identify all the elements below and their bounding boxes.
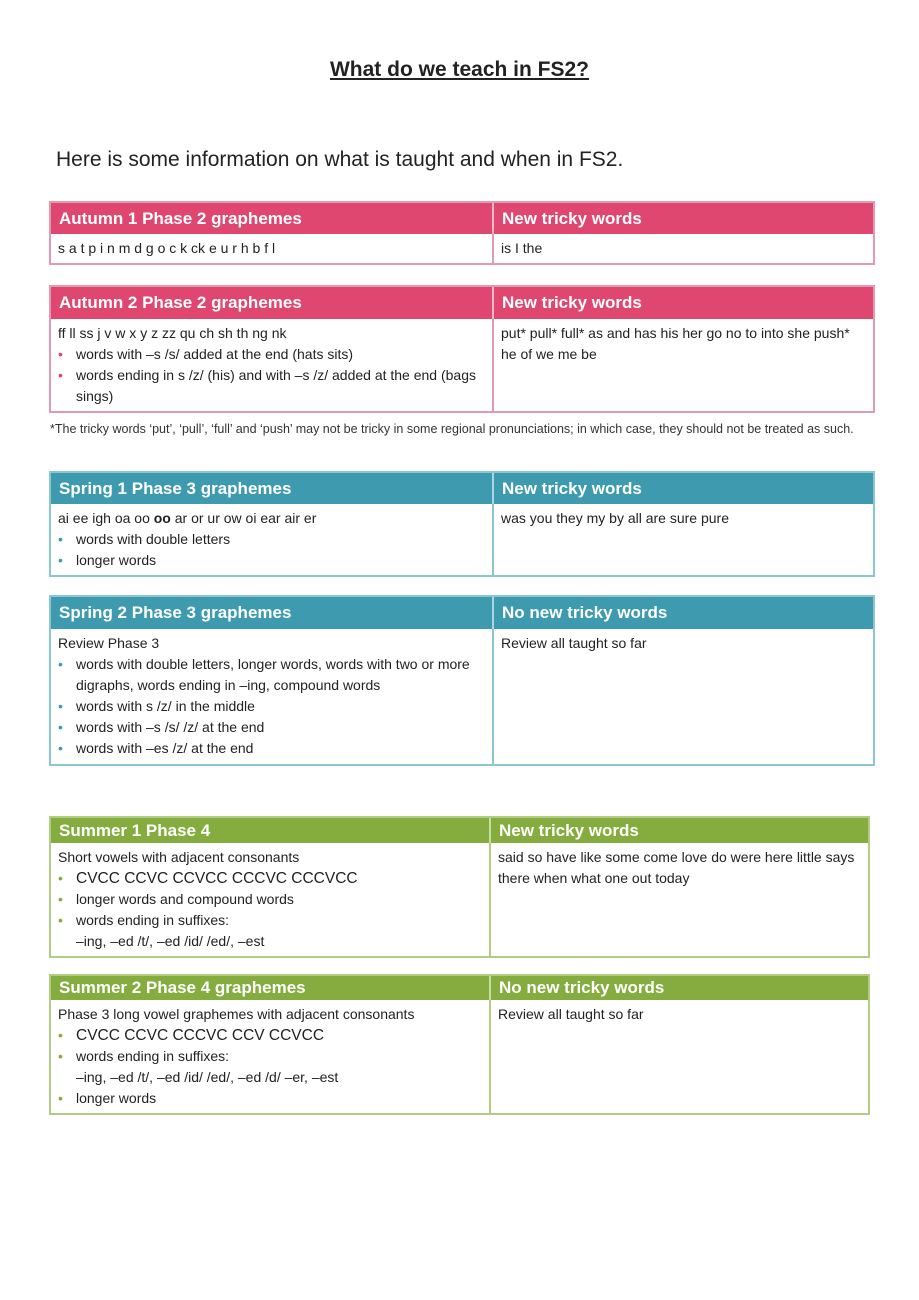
- bullet-icon: •: [58, 1048, 63, 1064]
- list-item: • words with –es /z/ at the end: [58, 738, 485, 759]
- summer2-col1-content: [51, 1000, 491, 1113]
- summer2-col2-title: No new tricky words: [499, 978, 665, 997]
- bullet-icon: •: [58, 346, 63, 362]
- spring1-col1-title: Spring 1 Phase 3 graphemes: [51, 473, 494, 504]
- spring2-col2-title: No new tricky words: [502, 603, 668, 622]
- autumn1-graphemes: s a t p i n m d g o c k ck e u r h b f l: [51, 234, 494, 263]
- autumn2-body: [51, 319, 873, 411]
- autumn2-col1-content: [51, 319, 494, 411]
- summer2-col1-title: Summer 2 Phase 4 graphemes: [51, 976, 491, 1000]
- autumn2-header: [51, 287, 873, 319]
- autumn2-col1-title: Autumn 2 Phase 2 graphemes: [51, 287, 494, 319]
- list-item: • words ending in suffixes:: [58, 910, 482, 931]
- autumn2-table: [49, 285, 875, 413]
- spring2-body: [51, 629, 873, 764]
- list-item: • words with s /z/ in the middle: [58, 696, 485, 717]
- autumn2-col2-title: New tricky words: [502, 293, 642, 312]
- spring1-body: [51, 504, 873, 575]
- bullet-icon: •: [58, 1090, 63, 1106]
- autumn1-tricky-words: is I the: [501, 240, 543, 256]
- bullet-icon: •: [58, 891, 63, 907]
- bullet-icon: •: [58, 552, 63, 568]
- spring1-col1-content: [51, 504, 494, 575]
- list-item: • words with –s /s/ added at the end (hats sits): [58, 344, 485, 365]
- autumn2-graphemes: ff ll ss j v w x y z zz qu ch sh th ng nk: [58, 325, 287, 341]
- intro-text: Here is some information on what is taught and when in FS2.: [56, 148, 624, 171]
- autumn1-col2-title: New tricky words: [502, 208, 642, 228]
- summer1-table: [49, 816, 870, 958]
- bullet-icon: •: [58, 870, 63, 886]
- bullet-icon: •: [58, 719, 63, 735]
- bullet-icon: •: [58, 698, 63, 714]
- spring2-col1-content: [51, 629, 494, 764]
- summer2-lead: Phase 3 long vowel graphemes with adjacent consonants: [58, 1006, 415, 1022]
- list-item: • words with double letters, longer words, words with two or more digraphs, words ending in –ing, compound words: [58, 654, 485, 696]
- spring2-tricky-words: Review all taught so far: [501, 635, 647, 651]
- list-item: • words ending in s /z/ (his) and with –s /z/ added at the end (bags sings): [58, 365, 485, 407]
- bullet-icon: •: [58, 656, 63, 672]
- summer2-tricky-words: Review all taught so far: [498, 1006, 644, 1022]
- summer1-tricky-words: said so have like some come love do were here little says there when what one out today: [498, 849, 855, 886]
- autumn1-table: [49, 201, 875, 265]
- summer1-body: [51, 843, 868, 956]
- summer1-suffix-line: –ing, –ed /t/, –ed /id/ /ed/, –est: [76, 933, 265, 949]
- summer2-table: [49, 974, 870, 1115]
- bullet-icon: •: [58, 912, 63, 928]
- list-item: • longer words and compound words: [58, 889, 482, 910]
- summer1-col2-title: New tricky words: [499, 820, 639, 840]
- summer1-header: [51, 818, 868, 843]
- spring2-col1-title: Spring 2 Phase 3 graphemes: [51, 597, 494, 629]
- list-item: • words with double letters: [58, 529, 485, 550]
- spring1-table: [49, 471, 875, 577]
- footnote: *The tricky words ‘put’, ‘pull’, ‘full’ and ‘push’ may not be tricky in some regional pronunciations; in which case, they should not be treated as such.: [50, 422, 854, 436]
- spring1-header: [51, 473, 873, 504]
- summer1-col1-title: Summer 1 Phase 4: [51, 818, 491, 843]
- summer2-suffix-line: –ing, –ed /t/, –ed /id/ /ed/, –ed /d/ –er, –est: [76, 1069, 339, 1085]
- list-item: • CVCC CCVC CCVCC CCCVC CCCVCC: [58, 870, 358, 887]
- summer1-lead: Short vowels with adjacent consonants: [58, 849, 300, 865]
- autumn1-body: [51, 234, 873, 263]
- spring2-table: [49, 595, 875, 766]
- autumn1-header: [51, 203, 873, 234]
- list-item: • longer words: [58, 550, 485, 571]
- spring1-graphemes: ai ee igh oa oo oo ar or ur ow oi ear air er: [58, 510, 317, 526]
- list-item: • words with –s /s/ /z/ at the end: [58, 717, 485, 738]
- page-title: What do we teach in FS2?: [329, 58, 590, 81]
- summer2-body: [51, 1000, 868, 1113]
- spring2-header: [51, 597, 873, 629]
- bullet-icon: •: [58, 1027, 63, 1043]
- list-item: • longer words: [58, 1088, 482, 1109]
- spring1-bold-grapheme: oo: [153, 510, 171, 526]
- summer1-col1-content: [51, 843, 491, 956]
- list-item: • CVCC CCVC CCCVC CCV CCVCC: [58, 1027, 325, 1044]
- bullet-icon: •: [58, 531, 63, 547]
- summer2-header: [51, 976, 868, 1000]
- spring2-lead: Review Phase 3: [58, 635, 160, 651]
- spring1-tricky-words: was you they my by all are sure pure: [501, 510, 729, 526]
- bullet-icon: •: [58, 740, 63, 756]
- spring1-col2-title: New tricky words: [502, 478, 642, 498]
- list-item: • words ending in suffixes:: [58, 1046, 482, 1067]
- autumn1-col1-title: Autumn 1 Phase 2 graphemes: [51, 203, 494, 234]
- bullet-icon: •: [58, 367, 63, 383]
- autumn2-tricky-words: put* pull* full* as and has his her go no to into she push* he of we me be: [501, 325, 850, 362]
